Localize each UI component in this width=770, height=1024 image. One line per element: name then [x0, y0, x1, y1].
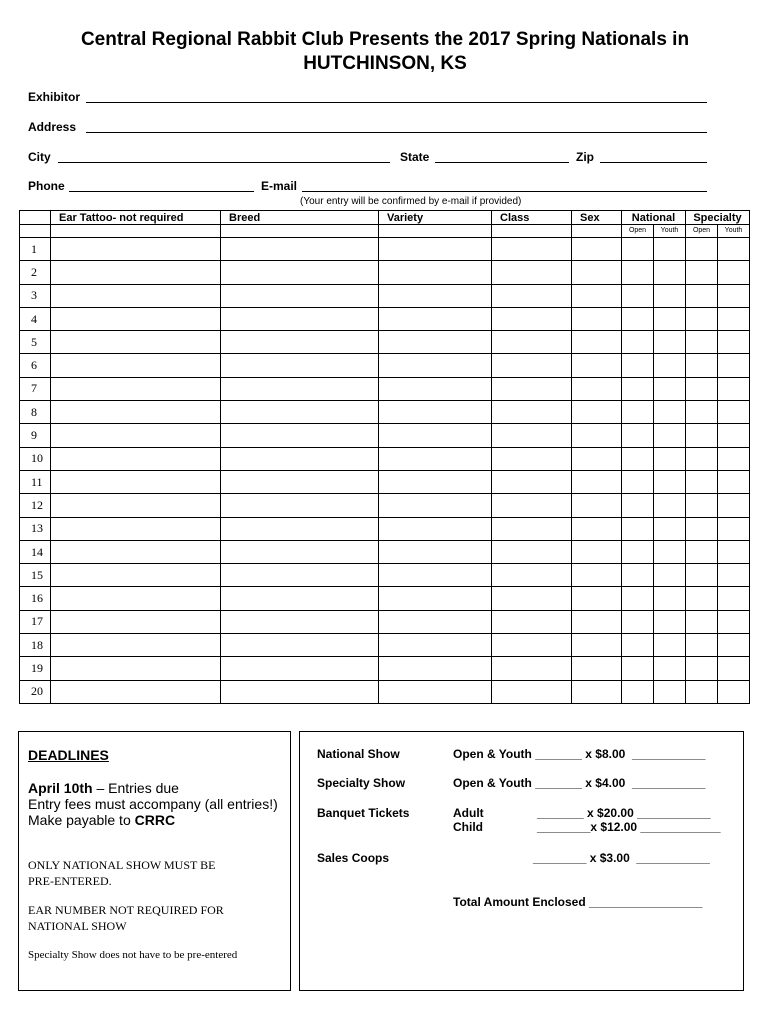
- ear-tattoo-cell[interactable]: [51, 634, 221, 657]
- class-cell[interactable]: [492, 284, 572, 307]
- national-open-cell[interactable]: [622, 354, 654, 377]
- specialty-open-cell[interactable]: [686, 494, 718, 517]
- specialty-youth-cell[interactable]: [718, 517, 750, 540]
- table-row: [20, 377, 750, 400]
- row-number: 4: [20, 307, 51, 330]
- specialty-open-cell[interactable]: [686, 540, 718, 563]
- row-number: 3: [20, 284, 51, 307]
- specialty-youth-cell[interactable]: [718, 238, 750, 261]
- breed-header: Breed: [221, 211, 379, 225]
- breed-cell[interactable]: [221, 680, 379, 703]
- state-field[interactable]: [435, 162, 569, 163]
- table-row: [20, 564, 750, 587]
- national-header: National: [622, 211, 686, 225]
- table-row: [20, 354, 750, 377]
- specialty-youth-cell[interactable]: [718, 470, 750, 493]
- note-ear-number-2: NATIONAL SHOW: [28, 919, 127, 933]
- national-youth-cell[interactable]: [654, 284, 686, 307]
- national-youth-cell[interactable]: [654, 564, 686, 587]
- breed-cell[interactable]: [221, 331, 379, 354]
- title-line-2: HUTCHINSON, KS: [303, 53, 467, 74]
- breed-cell[interactable]: [221, 564, 379, 587]
- variety-cell[interactable]: [379, 307, 492, 330]
- specialty-open-cell[interactable]: [686, 284, 718, 307]
- specialty-youth-cell[interactable]: [718, 680, 750, 703]
- row-number: 16: [20, 587, 51, 610]
- specialty-open-cell[interactable]: [686, 401, 718, 424]
- child-fee[interactable]: ________x $12.00 ____________: [537, 820, 721, 834]
- table-row: [20, 494, 750, 517]
- ear-tattoo-cell[interactable]: [51, 540, 221, 563]
- variety-cell[interactable]: [379, 447, 492, 470]
- specialty-open-cell[interactable]: [686, 680, 718, 703]
- ear-tattoo-cell[interactable]: [51, 238, 221, 261]
- sex-cell[interactable]: [572, 494, 622, 517]
- national-youth-cell[interactable]: [654, 261, 686, 284]
- breed-cell[interactable]: [221, 354, 379, 377]
- title-line-1: Central Regional Rabbit Club Presents the 2017 Spring Nationals in: [80, 29, 690, 50]
- row-number: 11: [20, 470, 51, 493]
- deadline-date-rest: – Entries due: [92, 780, 179, 796]
- exhibitor-label: Exhibitor: [28, 90, 81, 104]
- ear-tattoo-cell[interactable]: [51, 680, 221, 703]
- national-youth-cell[interactable]: [654, 610, 686, 633]
- email-note: (Your entry will be confirmed by e-mail if provided): [300, 196, 522, 207]
- specialty-open-cell[interactable]: [686, 610, 718, 633]
- sex-cell[interactable]: [572, 447, 622, 470]
- row-number: 15: [20, 564, 51, 587]
- address-label: Address: [28, 120, 77, 134]
- specialty-youth-cell[interactable]: [718, 284, 750, 307]
- note-national-preentry-2: PRE-ENTERED.: [28, 874, 112, 888]
- table-row: [20, 331, 750, 354]
- specialty-youth-cell[interactable]: [718, 634, 750, 657]
- specialty-open-cell[interactable]: [686, 424, 718, 447]
- row-number: 9: [20, 424, 51, 447]
- ear-tattoo-cell[interactable]: [51, 517, 221, 540]
- national-open-cell[interactable]: [622, 447, 654, 470]
- class-cell[interactable]: [492, 377, 572, 400]
- sex-cell[interactable]: [572, 377, 622, 400]
- national-youth-cell[interactable]: [654, 354, 686, 377]
- row-number: 18: [20, 634, 51, 657]
- class-cell[interactable]: [492, 424, 572, 447]
- specialty-show-fee[interactable]: Open & Youth _______ x $4.00 ___________: [453, 776, 706, 790]
- adult-label: Adult: [453, 806, 484, 820]
- variety-cell[interactable]: [379, 517, 492, 540]
- row-number: 6: [20, 354, 51, 377]
- payable-name: CRRC: [134, 812, 176, 828]
- national-youth-cell[interactable]: [654, 401, 686, 424]
- sex-cell[interactable]: [572, 284, 622, 307]
- specialty-youth-cell[interactable]: [718, 564, 750, 587]
- row-number: 19: [20, 657, 51, 680]
- specialty-open-sub: Open: [686, 225, 718, 238]
- national-youth-cell[interactable]: [654, 447, 686, 470]
- national-open-cell[interactable]: [622, 424, 654, 447]
- ear-tattoo-cell[interactable]: [51, 401, 221, 424]
- national-youth-cell[interactable]: [654, 470, 686, 493]
- specialty-open-cell[interactable]: [686, 238, 718, 261]
- class-cell[interactable]: [492, 470, 572, 493]
- specialty-youth-cell[interactable]: [718, 354, 750, 377]
- ear-tattoo-cell[interactable]: [51, 424, 221, 447]
- row-number: 14: [20, 540, 51, 563]
- breed-cell[interactable]: [221, 470, 379, 493]
- zip-label: Zip: [576, 150, 594, 164]
- ear-tattoo-cell[interactable]: [51, 470, 221, 493]
- row-number: 13: [20, 517, 51, 540]
- class-cell[interactable]: [492, 657, 572, 680]
- variety-cell[interactable]: [379, 238, 492, 261]
- breed-cell[interactable]: [221, 447, 379, 470]
- ear-tattoo-cell[interactable]: [51, 284, 221, 307]
- table-subheader-row: [20, 225, 750, 238]
- table-row: [20, 680, 750, 703]
- ear-tattoo-cell[interactable]: [51, 377, 221, 400]
- variety-header: Variety: [379, 211, 492, 225]
- table-row: [20, 470, 750, 493]
- table-row: [20, 540, 750, 563]
- sex-cell[interactable]: [572, 634, 622, 657]
- exhibitor-field[interactable]: [86, 102, 707, 103]
- national-youth-cell[interactable]: [654, 587, 686, 610]
- note-ear-number-1: EAR NUMBER NOT REQUIRED FOR: [28, 903, 224, 917]
- specialty-youth-cell[interactable]: [718, 261, 750, 284]
- class-cell[interactable]: [492, 354, 572, 377]
- table-row: [20, 610, 750, 633]
- specialty-open-cell[interactable]: [686, 354, 718, 377]
- note-ear-number: [28, 902, 224, 934]
- specialty-open-cell[interactable]: [686, 261, 718, 284]
- variety-cell[interactable]: [379, 424, 492, 447]
- row-number: 12: [20, 494, 51, 517]
- class-cell[interactable]: [492, 261, 572, 284]
- note-national-preentry: [28, 857, 215, 889]
- sex-cell[interactable]: [572, 261, 622, 284]
- national-open-cell[interactable]: [622, 284, 654, 307]
- national-youth-cell[interactable]: [654, 377, 686, 400]
- national-open-cell[interactable]: [622, 331, 654, 354]
- table-row: [20, 284, 750, 307]
- class-cell[interactable]: [492, 634, 572, 657]
- sex-cell[interactable]: [572, 354, 622, 377]
- national-open-cell[interactable]: [622, 657, 654, 680]
- sex-cell[interactable]: [572, 657, 622, 680]
- specialty-open-cell[interactable]: [686, 657, 718, 680]
- table-row: [20, 424, 750, 447]
- zip-field[interactable]: [600, 162, 707, 163]
- row-number: 2: [20, 261, 51, 284]
- specialty-youth-cell[interactable]: [718, 447, 750, 470]
- national-open-cell[interactable]: [622, 587, 654, 610]
- variety-cell[interactable]: [379, 680, 492, 703]
- ear-tattoo-cell[interactable]: [51, 354, 221, 377]
- note-national-preentry-1: ONLY NATIONAL SHOW MUST BE: [28, 858, 216, 872]
- national-open-cell[interactable]: [622, 634, 654, 657]
- deadlines-title: DEADLINES: [28, 747, 109, 763]
- variety-cell[interactable]: [379, 377, 492, 400]
- specialty-open-cell[interactable]: [686, 564, 718, 587]
- deadline-date: April 10th: [28, 780, 93, 796]
- breed-cell[interactable]: [221, 540, 379, 563]
- breed-cell[interactable]: [221, 610, 379, 633]
- table-row: [20, 634, 750, 657]
- class-cell[interactable]: [492, 494, 572, 517]
- variety-cell[interactable]: [379, 354, 492, 377]
- ear-tattoo-cell[interactable]: [51, 587, 221, 610]
- sales-coops-label: Sales Coops: [317, 851, 390, 865]
- class-cell[interactable]: [492, 447, 572, 470]
- ear-tattoo-cell[interactable]: [51, 261, 221, 284]
- sex-cell[interactable]: [572, 680, 622, 703]
- variety-cell[interactable]: [379, 610, 492, 633]
- row-number: 8: [20, 401, 51, 424]
- specialty-youth-cell[interactable]: [718, 610, 750, 633]
- class-cell[interactable]: [492, 564, 572, 587]
- sex-cell[interactable]: [572, 610, 622, 633]
- row-number: 7: [20, 377, 51, 400]
- class-cell[interactable]: [492, 540, 572, 563]
- breed-cell[interactable]: [221, 238, 379, 261]
- breed-cell[interactable]: [221, 517, 379, 540]
- row-number: 5: [20, 331, 51, 354]
- breed-cell[interactable]: [221, 424, 379, 447]
- ear-tattoo-header: Ear Tattoo- not required: [51, 211, 221, 225]
- blank-sub: [379, 225, 492, 238]
- national-open-cell[interactable]: [622, 401, 654, 424]
- specialty-youth-cell[interactable]: [718, 401, 750, 424]
- national-youth-sub: Youth: [654, 225, 686, 238]
- variety-cell[interactable]: [379, 261, 492, 284]
- ear-tattoo-cell[interactable]: [51, 447, 221, 470]
- email-field[interactable]: [302, 191, 707, 192]
- sex-cell[interactable]: [572, 401, 622, 424]
- national-open-cell[interactable]: [622, 377, 654, 400]
- blank-header: [20, 211, 51, 225]
- specialty-youth-cell[interactable]: [718, 657, 750, 680]
- breed-cell[interactable]: [221, 261, 379, 284]
- specialty-youth-cell[interactable]: [718, 494, 750, 517]
- specialty-youth-cell[interactable]: [718, 331, 750, 354]
- specialty-open-cell[interactable]: [686, 447, 718, 470]
- ear-tattoo-cell[interactable]: [51, 657, 221, 680]
- variety-cell[interactable]: [379, 657, 492, 680]
- adult-fee[interactable]: _______ x $20.00 ___________: [537, 806, 711, 820]
- form-title: [0, 28, 770, 76]
- class-header: Class: [492, 211, 572, 225]
- child-label: Child: [453, 820, 483, 834]
- national-open-cell[interactable]: [622, 540, 654, 563]
- specialty-open-cell[interactable]: [686, 307, 718, 330]
- specialty-open-cell[interactable]: [686, 331, 718, 354]
- national-open-cell[interactable]: [622, 238, 654, 261]
- table-row: [20, 261, 750, 284]
- variety-cell[interactable]: [379, 331, 492, 354]
- breed-cell[interactable]: [221, 634, 379, 657]
- banquet-label: Banquet Tickets: [317, 806, 410, 820]
- national-open-cell[interactable]: [622, 261, 654, 284]
- sex-cell[interactable]: [572, 331, 622, 354]
- class-cell[interactable]: [492, 401, 572, 424]
- phone-label: Phone: [28, 179, 65, 193]
- sex-header: Sex: [572, 211, 622, 225]
- sex-cell[interactable]: [572, 587, 622, 610]
- national-youth-cell[interactable]: [654, 634, 686, 657]
- specialty-open-cell[interactable]: [686, 634, 718, 657]
- payable-pre: Make payable to: [28, 812, 135, 828]
- email-label: E-mail: [261, 179, 298, 193]
- sex-cell[interactable]: [572, 540, 622, 563]
- national-open-cell[interactable]: [622, 494, 654, 517]
- variety-cell[interactable]: [379, 401, 492, 424]
- class-cell[interactable]: [492, 238, 572, 261]
- entry-table: [19, 210, 750, 704]
- sex-cell[interactable]: [572, 564, 622, 587]
- table-row: [20, 587, 750, 610]
- class-cell[interactable]: [492, 517, 572, 540]
- national-youth-cell[interactable]: [654, 331, 686, 354]
- variety-cell[interactable]: [379, 634, 492, 657]
- breed-cell[interactable]: [221, 377, 379, 400]
- state-label: State: [400, 150, 430, 164]
- blank-sub: [221, 225, 379, 238]
- breed-cell[interactable]: [221, 657, 379, 680]
- national-open-cell[interactable]: [622, 610, 654, 633]
- breed-cell[interactable]: [221, 284, 379, 307]
- national-youth-cell[interactable]: [654, 680, 686, 703]
- variety-cell[interactable]: [379, 564, 492, 587]
- specialty-youth-cell[interactable]: [718, 540, 750, 563]
- national-open-cell[interactable]: [622, 307, 654, 330]
- table-row: [20, 401, 750, 424]
- breed-cell[interactable]: [221, 587, 379, 610]
- national-youth-cell[interactable]: [654, 517, 686, 540]
- table-row: [20, 657, 750, 680]
- blank-sub: [20, 225, 51, 238]
- deadline-fees-line: Entry fees must accompany (all entries!): [28, 796, 278, 812]
- national-open-cell[interactable]: [622, 680, 654, 703]
- blank-sub: [492, 225, 572, 238]
- specialty-youth-sub: Youth: [718, 225, 750, 238]
- table-header-row: [20, 211, 750, 225]
- ear-tattoo-cell[interactable]: [51, 610, 221, 633]
- class-cell[interactable]: [492, 680, 572, 703]
- specialty-open-cell[interactable]: [686, 470, 718, 493]
- deadline-payable-line: [28, 812, 175, 828]
- table-row: [20, 307, 750, 330]
- sex-cell[interactable]: [572, 470, 622, 493]
- blank-sub: [51, 225, 221, 238]
- class-cell[interactable]: [492, 307, 572, 330]
- variety-cell[interactable]: [379, 470, 492, 493]
- sales-coops-fee[interactable]: ________ x $3.00 ___________: [533, 851, 710, 865]
- breed-cell[interactable]: [221, 307, 379, 330]
- city-label: City: [28, 150, 51, 164]
- row-number: 10: [20, 447, 51, 470]
- national-show-fee[interactable]: Open & Youth _______ x $8.00 ___________: [453, 747, 706, 761]
- row-number: 17: [20, 610, 51, 633]
- phone-field[interactable]: [69, 191, 254, 192]
- specialty-open-cell[interactable]: [686, 517, 718, 540]
- specialty-youth-cell[interactable]: [718, 377, 750, 400]
- specialty-youth-cell[interactable]: [718, 307, 750, 330]
- class-cell[interactable]: [492, 610, 572, 633]
- specialty-open-cell[interactable]: [686, 587, 718, 610]
- national-youth-cell[interactable]: [654, 540, 686, 563]
- national-youth-cell[interactable]: [654, 307, 686, 330]
- sex-cell[interactable]: [572, 424, 622, 447]
- ear-tattoo-cell[interactable]: [51, 331, 221, 354]
- sex-cell[interactable]: [572, 517, 622, 540]
- national-youth-cell[interactable]: [654, 424, 686, 447]
- national-youth-cell[interactable]: [654, 657, 686, 680]
- table-row: [20, 517, 750, 540]
- national-youth-cell[interactable]: [654, 494, 686, 517]
- national-youth-cell[interactable]: [654, 238, 686, 261]
- table-row: [20, 447, 750, 470]
- national-open-cell[interactable]: [622, 517, 654, 540]
- national-show-label: National Show: [317, 747, 400, 761]
- specialty-youth-cell[interactable]: [718, 424, 750, 447]
- specialty-open-cell[interactable]: [686, 377, 718, 400]
- specialty-show-label: Specialty Show: [317, 776, 406, 790]
- variety-cell[interactable]: [379, 284, 492, 307]
- address-field[interactable]: [86, 132, 707, 133]
- blank-sub: [572, 225, 622, 238]
- specialty-youth-cell[interactable]: [718, 587, 750, 610]
- variety-cell[interactable]: [379, 494, 492, 517]
- national-open-sub: Open: [622, 225, 654, 238]
- note-specialty: Specialty Show does not have to be pre-entered: [28, 949, 238, 961]
- ear-tattoo-cell[interactable]: [51, 494, 221, 517]
- table-row: [20, 238, 750, 261]
- breed-cell[interactable]: [221, 494, 379, 517]
- variety-cell[interactable]: [379, 587, 492, 610]
- specialty-header: Specialty: [686, 211, 750, 225]
- variety-cell[interactable]: [379, 540, 492, 563]
- deadline-date-line: [28, 780, 179, 796]
- breed-cell[interactable]: [221, 401, 379, 424]
- class-cell[interactable]: [492, 331, 572, 354]
- class-cell[interactable]: [492, 587, 572, 610]
- row-number: 20: [20, 680, 51, 703]
- national-open-cell[interactable]: [622, 470, 654, 493]
- row-number: 1: [20, 238, 51, 261]
- sex-cell[interactable]: [572, 307, 622, 330]
- city-field[interactable]: [58, 162, 390, 163]
- ear-tattoo-cell[interactable]: [51, 564, 221, 587]
- sex-cell[interactable]: [572, 238, 622, 261]
- national-open-cell[interactable]: [622, 564, 654, 587]
- total-amount[interactable]: Total Amount Enclosed _________________: [453, 895, 703, 909]
- ear-tattoo-cell[interactable]: [51, 307, 221, 330]
